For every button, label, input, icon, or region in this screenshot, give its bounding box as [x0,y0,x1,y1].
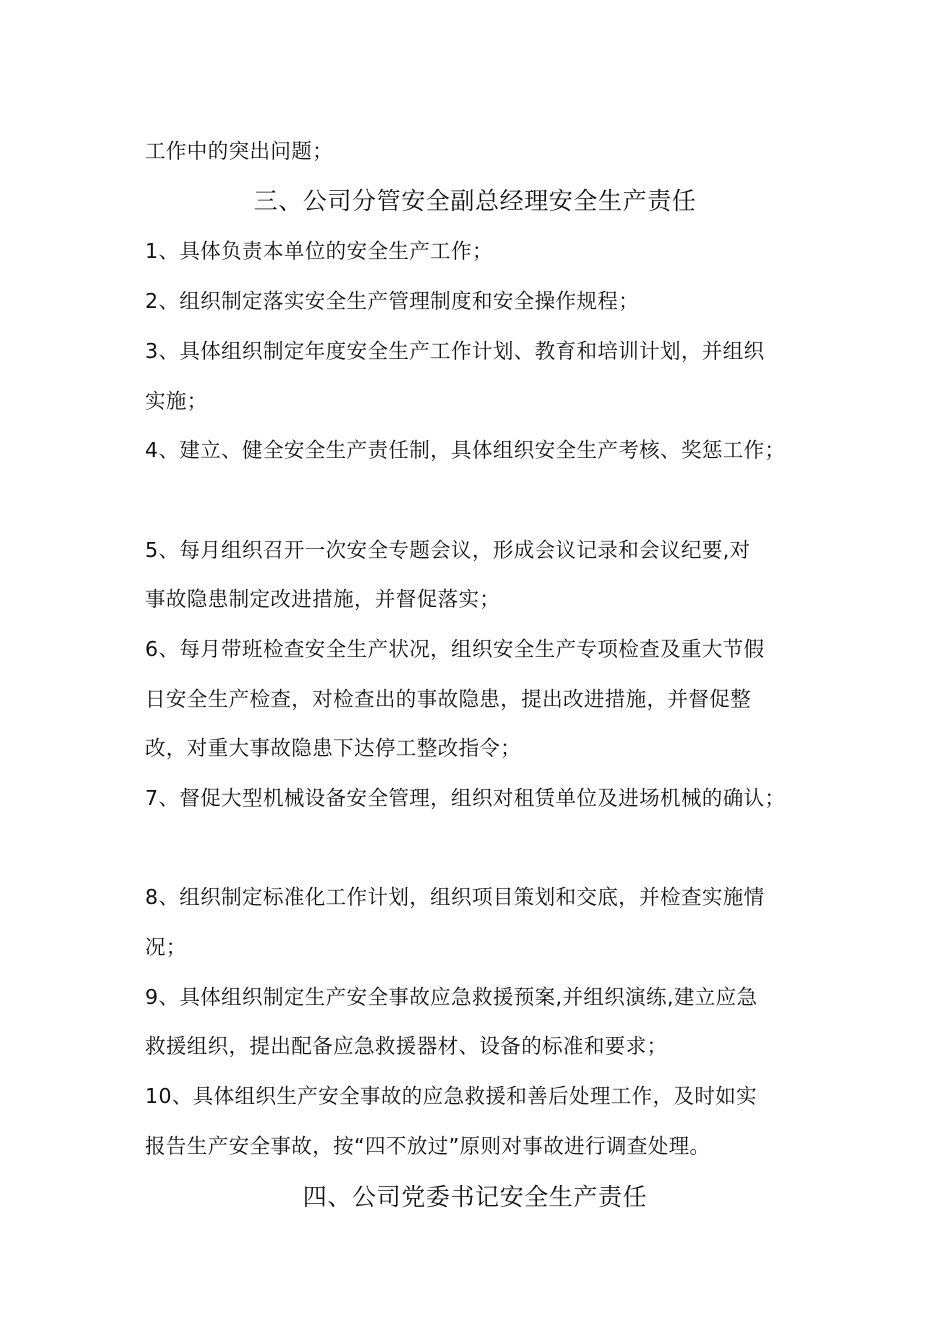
continuation-line: 工作中的突出问题； [145,139,334,163]
item-8-line-2: 况； [145,935,187,959]
item-9-line-1: 9、具体组织制定生产安全事故应急救援预案,并组织演练,建立应急 [145,985,758,1009]
item-10-line-2: 报告生产安全事故，按“四不放过”原则对事故进行调查处理。 [145,1134,711,1158]
item-3-line-2: 实施； [145,389,208,413]
item-2-line-1: 2、组织制定落实安全生产管理制度和安全操作规程； [145,289,640,313]
item-5-line-1: 5、每月组织召开一次安全专题会议，形成会议记录和会议纪要,对 [145,538,751,562]
item-6-line-3: 改，对重大事故隐患下达停工整改指令； [145,736,522,760]
item-4-line-1: 4、建立、健全安全生产责任制，具体组织安全生产考核、奖惩工作； [145,438,786,462]
item-1-line-1: 1、具体负责本单位的安全生产工作； [145,239,493,263]
item-6-line-1: 6、每月带班检查安全生产状况，组织安全生产专项检查及重大节假 [145,637,765,661]
section-3-heading: 三、公司分管安全副总经理安全生产责任 [253,187,697,215]
item-5-line-2: 事故隐患制定改进措施，并督促落实； [145,587,501,611]
item-6-line-2: 日安全生产检查，对检查出的事故隐患，提出改进措施，并督促整 [145,687,752,711]
item-3-line-1: 3、具体组织制定年度安全生产工作计划、教育和培训计划，并组织 [145,339,765,363]
item-7-line-1: 7、督促大型机械设备安全管理，组织对租赁单位及进场机械的确认； [145,786,786,810]
item-9-line-2: 救援组织，提出配备应急救援器材、设备的标准和要求； [145,1034,668,1058]
section-4-heading: 四、公司党委书记安全生产责任 [302,1183,648,1211]
item-10-line-1: 10、具体组织生产安全事故的应急救援和善后处理工作，及时如实 [145,1084,758,1108]
item-8-line-1: 8、组织制定标准化工作计划，组织项目策划和交底，并检查实施情 [145,885,765,909]
